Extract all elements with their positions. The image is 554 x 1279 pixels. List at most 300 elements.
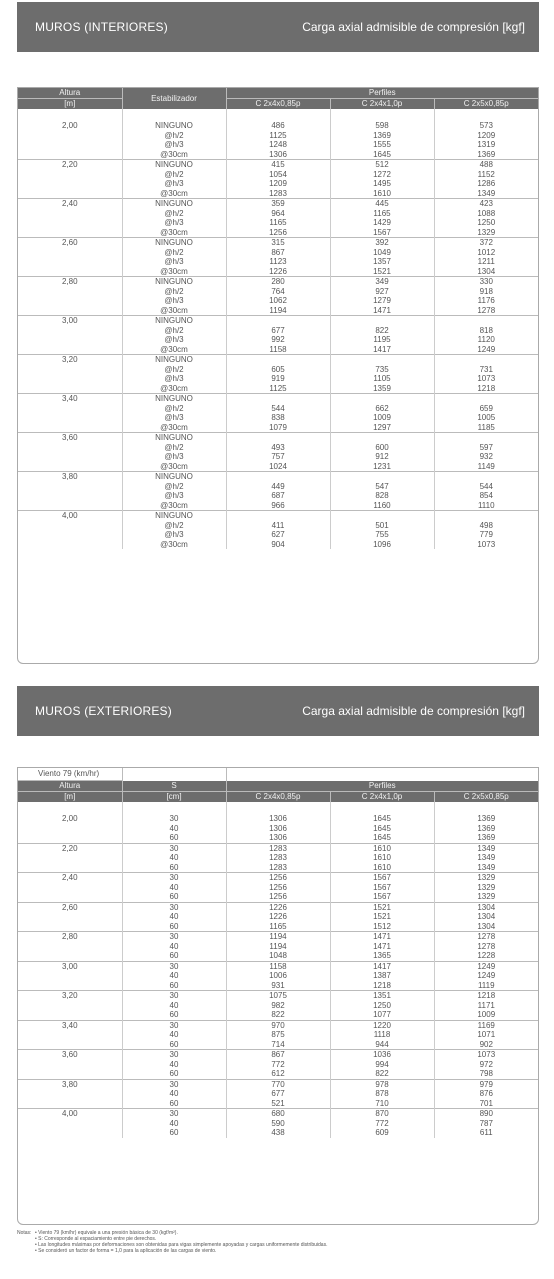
value-cell: 1158 bbox=[226, 961, 330, 971]
row-label-cell: @h/3 bbox=[122, 530, 226, 540]
value-cell: 680 bbox=[226, 1109, 330, 1119]
interior-title: MUROS (INTERIORES) bbox=[35, 20, 168, 34]
value-cell bbox=[226, 355, 330, 365]
value-cell: 1226 bbox=[226, 902, 330, 912]
value-cell: 838 bbox=[226, 413, 330, 423]
value-cell: 1105 bbox=[330, 374, 434, 384]
value-cell: 1119 bbox=[434, 981, 538, 991]
row-label-cell: 40 bbox=[122, 942, 226, 952]
table-row bbox=[18, 922, 538, 932]
header-perfiles: Perfiles bbox=[226, 781, 538, 792]
row-label-cell: 60 bbox=[122, 892, 226, 902]
table-row bbox=[18, 1089, 538, 1099]
value-cell: 1256 bbox=[226, 873, 330, 883]
row-label-cell: NINGUNO bbox=[122, 355, 226, 365]
value-cell bbox=[330, 511, 434, 521]
value-cell: 1306 bbox=[226, 814, 330, 824]
value-cell: 867 bbox=[226, 1050, 330, 1060]
table-row bbox=[18, 170, 538, 180]
altura-cell bbox=[18, 981, 122, 991]
row-label-cell: @h/3 bbox=[122, 491, 226, 501]
row-label-cell: @h/3 bbox=[122, 335, 226, 345]
table-row bbox=[18, 296, 538, 306]
row-label-cell: 60 bbox=[122, 951, 226, 961]
table-row bbox=[18, 355, 538, 365]
value-cell: 1209 bbox=[434, 131, 538, 141]
row-label-cell: 40 bbox=[122, 1060, 226, 1070]
value-cell: 1357 bbox=[330, 257, 434, 267]
row-label-cell: @h/3 bbox=[122, 140, 226, 150]
value-cell: 982 bbox=[226, 1001, 330, 1011]
value-cell: 1211 bbox=[434, 257, 538, 267]
value-cell: 1610 bbox=[330, 853, 434, 863]
table-row bbox=[18, 873, 538, 883]
altura-cell bbox=[18, 326, 122, 336]
row-label-cell: 40 bbox=[122, 1089, 226, 1099]
exterior-title: MUROS (EXTERIORES) bbox=[35, 704, 172, 718]
altura-cell: 2,40 bbox=[18, 199, 122, 209]
value-cell: 1304 bbox=[434, 902, 538, 912]
value-cell: 1024 bbox=[226, 462, 330, 472]
row-label-cell: NINGUNO bbox=[122, 160, 226, 170]
altura-cell bbox=[18, 1001, 122, 1011]
altura-cell bbox=[18, 922, 122, 932]
value-cell: 605 bbox=[226, 365, 330, 375]
value-cell: 1349 bbox=[434, 189, 538, 199]
row-label-cell: 30 bbox=[122, 1109, 226, 1119]
table-row bbox=[18, 1050, 538, 1060]
value-cell: 315 bbox=[226, 238, 330, 248]
value-cell: 1272 bbox=[330, 170, 434, 180]
altura-cell bbox=[18, 267, 122, 277]
note-line: • Se consideró un factor de forma = 1,0 para la aplicación de las cargas de viento. bbox=[35, 1248, 217, 1254]
row-label-cell: @30cm bbox=[122, 540, 226, 550]
row-label-cell: 30 bbox=[122, 902, 226, 912]
value-cell: 772 bbox=[330, 1119, 434, 1129]
value-cell: 1417 bbox=[330, 961, 434, 971]
altura-cell: 3,20 bbox=[18, 355, 122, 365]
altura-cell bbox=[18, 1040, 122, 1050]
value-cell: 1645 bbox=[330, 814, 434, 824]
table-row bbox=[18, 1020, 538, 1030]
value-cell: 970 bbox=[226, 1020, 330, 1030]
row-label-cell: 30 bbox=[122, 991, 226, 1001]
value-cell: 1567 bbox=[330, 873, 434, 883]
altura-cell bbox=[18, 491, 122, 501]
value-cell: 1048 bbox=[226, 951, 330, 961]
value-cell: 573 bbox=[434, 121, 538, 131]
row-label-cell: @h/2 bbox=[122, 131, 226, 141]
altura-cell: 2,00 bbox=[61, 814, 78, 823]
value-cell: 627 bbox=[226, 530, 330, 540]
altura-cell bbox=[18, 540, 122, 550]
value-cell: 1256 bbox=[226, 892, 330, 902]
value-cell: 1062 bbox=[226, 296, 330, 306]
table-row bbox=[18, 942, 538, 952]
row-label-cell: @h/3 bbox=[122, 179, 226, 189]
value-cell: 1249 bbox=[434, 345, 538, 355]
value-cell: 1125 bbox=[226, 384, 330, 394]
value-cell: 1567 bbox=[330, 892, 434, 902]
row-label-cell: 60 bbox=[122, 833, 226, 843]
row-label-cell: 30 bbox=[122, 814, 226, 824]
value-cell: 1054 bbox=[226, 170, 330, 180]
value-cell: 1349 bbox=[434, 843, 538, 853]
value-cell: 927 bbox=[330, 287, 434, 297]
value-cell: 1283 bbox=[226, 189, 330, 199]
altura-cell bbox=[18, 833, 122, 843]
value-cell: 1110 bbox=[434, 501, 538, 511]
value-cell: 735 bbox=[330, 365, 434, 375]
table-row bbox=[18, 951, 538, 961]
row-label-cell: NINGUNO bbox=[122, 277, 226, 287]
value-cell: 828 bbox=[330, 491, 434, 501]
value-cell: 1610 bbox=[330, 189, 434, 199]
value-cell: 1351 bbox=[330, 991, 434, 1001]
altura-cell bbox=[18, 530, 122, 540]
altura-cell bbox=[18, 1060, 122, 1070]
table-row bbox=[18, 540, 538, 550]
row-label-cell: @h/2 bbox=[122, 248, 226, 258]
value-cell bbox=[434, 472, 538, 482]
value-cell bbox=[330, 316, 434, 326]
altura-cell bbox=[18, 296, 122, 306]
table-row bbox=[18, 248, 538, 258]
table-row bbox=[18, 413, 538, 423]
value-cell: 931 bbox=[226, 981, 330, 991]
value-cell: 1304 bbox=[434, 267, 538, 277]
value-cell: 1005 bbox=[434, 413, 538, 423]
row-label-cell: @h/2 bbox=[122, 209, 226, 219]
exterior-subtitle: Carga axial admisible de compresión [kgf] bbox=[302, 704, 525, 718]
value-cell: 944 bbox=[330, 1040, 434, 1050]
table-row bbox=[18, 1119, 538, 1129]
value-cell: 1304 bbox=[434, 912, 538, 922]
value-cell: 1283 bbox=[226, 843, 330, 853]
altura-cell bbox=[18, 883, 122, 893]
value-cell: 779 bbox=[434, 530, 538, 540]
altura-cell bbox=[18, 853, 122, 863]
altura-cell bbox=[18, 462, 122, 472]
value-cell: 1120 bbox=[434, 335, 538, 345]
table-row bbox=[18, 892, 538, 902]
value-cell: 1512 bbox=[330, 922, 434, 932]
value-cell: 372 bbox=[434, 238, 538, 248]
value-cell: 1250 bbox=[434, 218, 538, 228]
value-cell: 1152 bbox=[434, 170, 538, 180]
value-cell: 710 bbox=[330, 1099, 434, 1109]
header-profile-1: C 2x4x0,85p bbox=[226, 99, 330, 110]
altura-cell bbox=[18, 892, 122, 902]
value-cell: 1218 bbox=[434, 991, 538, 1001]
altura-cell: 3,40 bbox=[18, 394, 122, 404]
row-label-cell: 30 bbox=[122, 1050, 226, 1060]
row-label-cell: @30cm bbox=[122, 462, 226, 472]
row-label-cell: @30cm bbox=[122, 150, 226, 160]
altura-cell bbox=[18, 942, 122, 952]
value-cell: 1218 bbox=[434, 384, 538, 394]
value-cell: 1279 bbox=[330, 296, 434, 306]
altura-cell bbox=[18, 209, 122, 219]
table-row bbox=[18, 199, 538, 209]
value-cell: 1256 bbox=[226, 228, 330, 238]
altura-cell bbox=[18, 179, 122, 189]
table-row bbox=[18, 912, 538, 922]
value-cell: 1248 bbox=[226, 140, 330, 150]
value-cell: 1306 bbox=[226, 833, 330, 843]
altura-cell bbox=[18, 521, 122, 531]
value-cell: 878 bbox=[330, 1089, 434, 1099]
value-cell: 423 bbox=[434, 199, 538, 209]
altura-cell bbox=[18, 140, 122, 150]
value-cell: 1165 bbox=[330, 209, 434, 219]
table-row bbox=[18, 404, 538, 414]
value-cell: 1125 bbox=[226, 131, 330, 141]
value-cell: 438 bbox=[226, 1128, 330, 1138]
value-cell: 822 bbox=[330, 326, 434, 336]
altura-cell: 3,00 bbox=[18, 316, 122, 326]
table-row bbox=[18, 1001, 538, 1011]
row-label-cell: @h/3 bbox=[122, 257, 226, 267]
value-cell: 755 bbox=[330, 530, 434, 540]
value-cell: 1278 bbox=[434, 932, 538, 942]
row-label-cell: 30 bbox=[122, 1079, 226, 1089]
row-label-cell: 60 bbox=[122, 1040, 226, 1050]
table-row bbox=[18, 140, 538, 150]
value-cell bbox=[330, 472, 434, 482]
value-cell: 349 bbox=[330, 277, 434, 287]
row-label-cell: 40 bbox=[122, 883, 226, 893]
value-cell: 1165 bbox=[226, 218, 330, 228]
value-cell: 1329 bbox=[434, 873, 538, 883]
row-label-cell: 30 bbox=[122, 873, 226, 883]
value-cell: 445 bbox=[330, 199, 434, 209]
row-label-cell: 60 bbox=[122, 1128, 226, 1138]
value-cell bbox=[226, 433, 330, 443]
table-row bbox=[18, 863, 538, 873]
value-cell: 1071 bbox=[434, 1030, 538, 1040]
value-cell: 764 bbox=[226, 287, 330, 297]
header-altura-unit: [m] bbox=[18, 99, 122, 110]
value-cell: 662 bbox=[330, 404, 434, 414]
header-s-unit: [cm] bbox=[122, 792, 226, 803]
table-row bbox=[18, 131, 538, 141]
value-cell: 1286 bbox=[434, 179, 538, 189]
value-cell: 1012 bbox=[434, 248, 538, 258]
value-cell: 488 bbox=[434, 160, 538, 170]
value-cell: 1176 bbox=[434, 296, 538, 306]
table-row bbox=[18, 472, 538, 482]
header-profile-3: C 2x5x0,85p bbox=[434, 99, 538, 110]
value-cell: 392 bbox=[330, 238, 434, 248]
value-cell: 701 bbox=[434, 1099, 538, 1109]
altura-cell: 2,80 bbox=[18, 932, 122, 942]
row-label-cell: 30 bbox=[122, 1020, 226, 1030]
value-cell: 415 bbox=[226, 160, 330, 170]
value-cell: 1195 bbox=[330, 335, 434, 345]
value-cell: 1123 bbox=[226, 257, 330, 267]
table-row bbox=[18, 530, 538, 540]
value-cell: 978 bbox=[330, 1079, 434, 1089]
value-cell: 597 bbox=[434, 443, 538, 453]
value-cell: 1075 bbox=[226, 991, 330, 1001]
value-cell: 770 bbox=[226, 1079, 330, 1089]
value-cell: 544 bbox=[226, 404, 330, 414]
altura-cell: 2,60 bbox=[18, 902, 122, 912]
altura-cell: 3,20 bbox=[18, 991, 122, 1001]
value-cell: 1319 bbox=[434, 140, 538, 150]
value-cell: 1194 bbox=[226, 306, 330, 316]
interior-table-body bbox=[18, 109, 538, 549]
value-cell: 1009 bbox=[330, 413, 434, 423]
value-cell: 876 bbox=[434, 1089, 538, 1099]
header-altura: Altura bbox=[18, 781, 122, 792]
row-label-cell: @h/3 bbox=[122, 452, 226, 462]
row-label-cell: @h/3 bbox=[122, 374, 226, 384]
exterior-table bbox=[18, 768, 538, 1138]
row-label-cell: 60 bbox=[122, 1069, 226, 1079]
value-cell: 919 bbox=[226, 374, 330, 384]
table-row bbox=[18, 335, 538, 345]
table-row bbox=[18, 491, 538, 501]
row-label-cell: @h/2 bbox=[122, 365, 226, 375]
altura-cell bbox=[18, 228, 122, 238]
row-label-cell: 60 bbox=[122, 981, 226, 991]
row-label-cell: 40 bbox=[122, 853, 226, 863]
value-cell: 1610 bbox=[330, 863, 434, 873]
table-row bbox=[18, 1060, 538, 1070]
value-cell: 1220 bbox=[330, 1020, 434, 1030]
value-cell: 1226 bbox=[226, 912, 330, 922]
value-cell: 1329 bbox=[434, 883, 538, 893]
table-row bbox=[18, 462, 538, 472]
altura-cell bbox=[18, 413, 122, 423]
value-cell bbox=[434, 511, 538, 521]
value-cell: 1256 bbox=[226, 883, 330, 893]
table-row bbox=[18, 1010, 538, 1020]
value-cell: 972 bbox=[434, 1060, 538, 1070]
altura-cell bbox=[18, 374, 122, 384]
table-row bbox=[18, 218, 538, 228]
value-cell: 1471 bbox=[330, 942, 434, 952]
value-cell: 1194 bbox=[226, 942, 330, 952]
altura-cell: 2,40 bbox=[18, 873, 122, 883]
value-cell: 1073 bbox=[434, 374, 538, 384]
altura-cell bbox=[18, 1089, 122, 1099]
altura-cell bbox=[18, 824, 122, 834]
value-cell: 677 bbox=[226, 326, 330, 336]
row-label-cell: NINGUNO bbox=[122, 472, 226, 482]
value-cell: 1228 bbox=[434, 951, 538, 961]
altura-cell bbox=[18, 423, 122, 433]
value-cell: 1171 bbox=[434, 1001, 538, 1011]
value-cell: 521 bbox=[226, 1099, 330, 1109]
altura-cell bbox=[18, 131, 122, 141]
value-cell: 1073 bbox=[434, 540, 538, 550]
row-label-cell: NINGUNO bbox=[122, 511, 226, 521]
value-cell: 1567 bbox=[330, 883, 434, 893]
value-cell: 818 bbox=[434, 326, 538, 336]
table-row bbox=[18, 179, 538, 189]
table-row bbox=[18, 287, 538, 297]
table-row bbox=[18, 1069, 538, 1079]
value-cell: 1165 bbox=[226, 922, 330, 932]
altura-cell: 4,00 bbox=[18, 1109, 122, 1119]
interior-section-header bbox=[17, 2, 539, 52]
row-label-cell: @h/2 bbox=[122, 287, 226, 297]
value-cell: 867 bbox=[226, 248, 330, 258]
value-cell: 1610 bbox=[330, 843, 434, 853]
value-cell: 598 bbox=[330, 121, 434, 131]
altura-cell bbox=[18, 1069, 122, 1079]
table-row bbox=[18, 433, 538, 443]
value-cell: 904 bbox=[226, 540, 330, 550]
row-label-cell: @h/2 bbox=[122, 326, 226, 336]
altura-cell: 3,40 bbox=[18, 1020, 122, 1030]
value-cell: 1073 bbox=[434, 1050, 538, 1060]
value-cell: 1096 bbox=[330, 540, 434, 550]
table-row bbox=[18, 160, 538, 170]
table-row bbox=[18, 189, 538, 199]
value-cell: 1278 bbox=[434, 306, 538, 316]
row-label-cell: 40 bbox=[122, 1030, 226, 1040]
table-row bbox=[18, 932, 538, 942]
altura-cell bbox=[18, 218, 122, 228]
table-row bbox=[18, 306, 538, 316]
header-viento: Viento 79 (km/hr) bbox=[18, 768, 122, 781]
altura-cell bbox=[18, 189, 122, 199]
value-cell: 1329 bbox=[434, 892, 538, 902]
value-cell: 1306 bbox=[226, 824, 330, 834]
value-cell: 611 bbox=[434, 1128, 538, 1138]
value-cell: 912 bbox=[330, 452, 434, 462]
table-row bbox=[18, 1030, 538, 1040]
row-label-cell: NINGUNO bbox=[122, 199, 226, 209]
value-cell: 1226 bbox=[226, 267, 330, 277]
table-row bbox=[18, 384, 538, 394]
table-row bbox=[18, 121, 538, 131]
exterior-section-header bbox=[17, 686, 539, 736]
value-cell: 772 bbox=[226, 1060, 330, 1070]
table-row bbox=[18, 501, 538, 511]
altura-cell bbox=[18, 1030, 122, 1040]
row-label-cell: @30cm bbox=[122, 345, 226, 355]
row-label-cell: @30cm bbox=[122, 189, 226, 199]
value-cell: 1169 bbox=[434, 1020, 538, 1030]
table-row bbox=[18, 1128, 538, 1138]
row-label-cell: @h/3 bbox=[122, 413, 226, 423]
value-cell: 798 bbox=[434, 1069, 538, 1079]
value-cell: 1471 bbox=[330, 306, 434, 316]
value-cell: 1231 bbox=[330, 462, 434, 472]
value-cell: 902 bbox=[434, 1040, 538, 1050]
value-cell: 757 bbox=[226, 452, 330, 462]
row-label-cell: 40 bbox=[122, 1001, 226, 1011]
value-cell: 512 bbox=[330, 160, 434, 170]
table-row bbox=[18, 521, 538, 531]
interior-subtitle: Carga axial admisible de compresión [kgf] bbox=[302, 20, 525, 34]
exterior-table-body bbox=[18, 802, 538, 1138]
value-cell: 1645 bbox=[330, 824, 434, 834]
row-label-cell: 60 bbox=[122, 1010, 226, 1020]
row-label-cell: @h/2 bbox=[122, 404, 226, 414]
value-cell: 547 bbox=[330, 482, 434, 492]
row-label-cell: 40 bbox=[122, 971, 226, 981]
header-perfiles: Perfiles bbox=[226, 88, 538, 99]
table-row bbox=[18, 228, 538, 238]
value-cell bbox=[434, 355, 538, 365]
row-label-cell: NINGUNO bbox=[122, 433, 226, 443]
